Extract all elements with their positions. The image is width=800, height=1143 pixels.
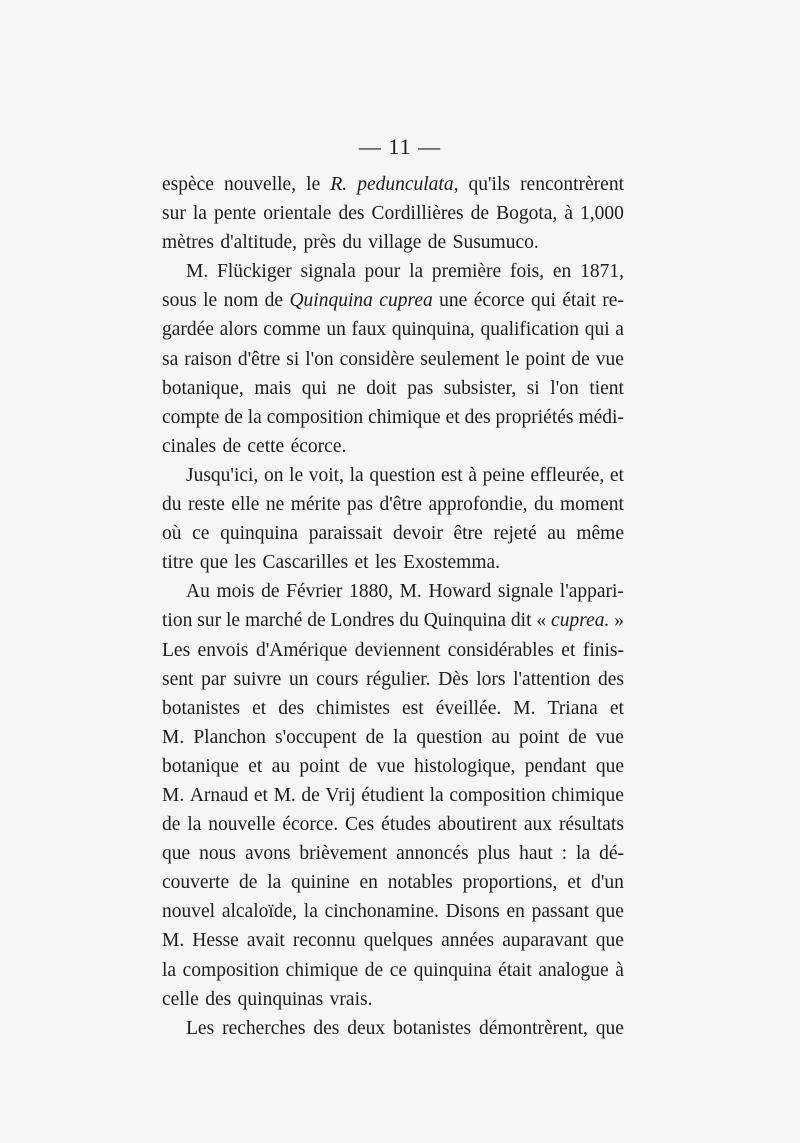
text-line (162, 606, 624, 635)
word: on (263, 464, 284, 486)
word: proportions, (462, 872, 558, 894)
word: rencontrèrent (520, 174, 624, 195)
word: ce (192, 523, 210, 545)
word: en (359, 872, 378, 894)
word: M. (162, 930, 185, 952)
word: pas (407, 377, 434, 399)
word: d'être (379, 494, 422, 516)
word: M. (162, 784, 185, 806)
word: faux (351, 319, 387, 341)
word: mois (216, 581, 255, 603)
word: gardée (162, 319, 214, 341)
word: reconnu (292, 930, 356, 952)
word: re- (602, 290, 624, 312)
word: résultats (558, 814, 624, 836)
word: auparavant (502, 930, 588, 952)
word: Dès (438, 668, 469, 690)
word: d'être (237, 348, 281, 370)
word: la (349, 464, 364, 486)
word: elle (231, 494, 260, 516)
word: cette (247, 435, 285, 457)
word: est (402, 697, 424, 719)
word: 1871, (580, 261, 624, 283)
word: approfondie, (428, 494, 528, 516)
word: aboutirent (437, 814, 517, 836)
word: années (441, 930, 495, 952)
text-line (162, 985, 624, 1014)
text-line (162, 286, 624, 315)
word: recherches (222, 1017, 306, 1039)
word: dit (510, 610, 532, 632)
word: du (399, 610, 419, 632)
word: Février (286, 581, 343, 603)
word: : (561, 843, 568, 865)
word: orientale (263, 203, 332, 225)
word: et (609, 697, 624, 719)
word: moment (560, 494, 624, 516)
word: M. (162, 726, 185, 748)
word: que (595, 901, 624, 923)
word: chimique (285, 959, 359, 981)
word: voit, (308, 464, 344, 486)
word: première (431, 261, 502, 283)
text-line (162, 228, 624, 257)
word: les (234, 552, 257, 574)
word: Les (186, 1017, 215, 1039)
word: M. (513, 697, 536, 719)
word: Ces (345, 814, 375, 836)
word: signala (300, 261, 356, 283)
word: subsister, (443, 377, 517, 399)
word: pas (347, 494, 374, 516)
word: des (597, 668, 624, 690)
word: du (534, 494, 554, 516)
word: a (615, 319, 624, 341)
word: était (562, 290, 596, 312)
word: de (568, 726, 587, 748)
word: la (162, 959, 177, 981)
word: de (470, 203, 490, 225)
word: pente (213, 203, 257, 225)
word: être (453, 523, 483, 545)
word: cours (316, 668, 359, 690)
word: Londres (330, 610, 395, 632)
text-line (162, 781, 624, 810)
word: vue (595, 726, 624, 748)
word: quelques (363, 930, 434, 952)
word: composition (182, 959, 280, 981)
word: la (267, 872, 282, 894)
word: marché (244, 610, 303, 632)
word: la (192, 203, 207, 225)
word: quinquina, (391, 319, 475, 341)
word: Cascarilles (262, 552, 349, 574)
word: propriétés (495, 406, 574, 428)
word: avons (244, 843, 291, 865)
word: quinine (291, 872, 350, 894)
word: était (498, 959, 532, 981)
word: de (261, 581, 280, 603)
text-line (162, 1014, 624, 1043)
word: rejeté (493, 523, 537, 545)
word: paraissait (308, 523, 383, 545)
word: le (505, 348, 520, 370)
word: si (286, 348, 300, 370)
text-line (162, 636, 624, 665)
word: Arnaud (189, 784, 249, 806)
word: du (342, 232, 362, 254)
word: le (225, 610, 241, 632)
word: botanique, (162, 377, 244, 399)
word: que (595, 755, 624, 777)
word: d'altitude, (220, 232, 298, 254)
word: annoncés (396, 843, 469, 865)
word: signale (497, 581, 554, 603)
word: ce (389, 959, 408, 981)
word: Vrij (325, 784, 356, 806)
word: la (429, 784, 444, 806)
word: mais (254, 377, 292, 399)
text-line (162, 170, 624, 199)
word: peine (482, 464, 525, 486)
word: ne (337, 377, 356, 399)
word: régulier. (366, 668, 431, 690)
word: dé- (599, 843, 624, 865)
text-line (162, 897, 624, 926)
word: chimique (551, 784, 624, 806)
word: mérite (290, 494, 341, 516)
word: qui (530, 290, 556, 312)
word: d'un (591, 872, 624, 894)
word: ne (265, 494, 285, 516)
word: et (354, 552, 369, 574)
word: point (525, 348, 566, 370)
text-line (162, 403, 624, 432)
word: de (348, 755, 368, 777)
word: un (289, 668, 309, 690)
word: à (615, 959, 624, 981)
word: composition (266, 406, 364, 428)
word: le (289, 464, 304, 486)
text-line (162, 752, 624, 781)
word: au (547, 523, 566, 545)
word: que (595, 930, 624, 952)
word: composition (449, 784, 546, 806)
text-line (162, 810, 624, 839)
word: en (552, 261, 572, 283)
word: au (491, 726, 510, 748)
word: botanistes (162, 697, 240, 719)
word: doit (366, 377, 397, 399)
word: nouvel (162, 901, 216, 923)
word: analogue (538, 959, 609, 981)
word: nouvelle (208, 814, 276, 836)
word: « (536, 610, 547, 632)
word: Triana (547, 697, 598, 719)
word: s'occupent (275, 726, 357, 748)
word: des (338, 203, 365, 225)
word: une (439, 290, 468, 312)
word: mètres (162, 232, 214, 254)
word: écorce. (290, 435, 347, 457)
word: sa (162, 348, 179, 370)
word: sur (197, 610, 222, 632)
word: des (278, 697, 305, 719)
word: histologique, (414, 755, 516, 777)
word: deux (347, 1017, 386, 1039)
word: qui (301, 377, 327, 399)
word: considérables (447, 639, 554, 661)
word: Quinquina (423, 610, 507, 632)
word: du (162, 494, 182, 516)
word: par (201, 668, 226, 690)
word: suivre (233, 668, 282, 690)
word: et (609, 464, 624, 486)
page-number: — 11 — (358, 134, 442, 159)
word: un (326, 319, 346, 341)
text-line (162, 956, 624, 985)
word: et (252, 697, 267, 719)
word: finis- (582, 639, 624, 661)
word: en (506, 901, 525, 923)
word: démontrèrent, (479, 1017, 588, 1039)
word: chimique (368, 406, 441, 428)
word: pour (364, 261, 401, 283)
word: envois (197, 639, 249, 661)
word: haut (519, 843, 553, 865)
word: espèce (162, 174, 214, 195)
word: sur (162, 203, 186, 225)
word: de (162, 814, 181, 836)
word: et (561, 639, 576, 661)
word: Cordillières (371, 203, 464, 225)
word: Flückiger (217, 261, 292, 283)
word: 1880, (349, 581, 393, 603)
word: des (205, 988, 232, 1010)
word: Quinquina (289, 290, 373, 312)
word: et (248, 755, 263, 777)
word: reste (187, 494, 225, 516)
word: de (224, 406, 243, 428)
word: près (303, 232, 336, 254)
text-line (162, 665, 624, 694)
word: de (264, 290, 284, 312)
word: effleurée, (530, 464, 605, 486)
word: pedunculata, (357, 174, 459, 195)
text-line (162, 345, 624, 374)
word: sous (162, 290, 197, 312)
word: cinchonamine. (324, 901, 439, 923)
word: qu'ils (468, 174, 510, 195)
word: R. (330, 174, 348, 195)
word: qualification (480, 319, 579, 341)
word: cuprea (379, 290, 433, 312)
word: le (306, 174, 321, 195)
word: question (416, 726, 483, 748)
word: études (381, 814, 431, 836)
word: la (187, 814, 202, 836)
word: et (253, 784, 268, 806)
word: que (199, 552, 228, 574)
word: vue (595, 348, 624, 370)
word: est (441, 464, 463, 486)
word: éveillée. (435, 697, 502, 719)
word: passant (531, 901, 590, 923)
text-line (162, 868, 624, 897)
word: botanistes (393, 1017, 472, 1039)
text-line (162, 432, 624, 461)
word: Howard (428, 581, 492, 603)
word: alcaloïde, (221, 901, 298, 923)
word: village (368, 232, 422, 254)
word: la (393, 726, 408, 748)
word: considère (339, 348, 415, 370)
word: avait (246, 930, 285, 952)
word: Jusqu'ici, (186, 464, 259, 486)
word: chimistes (316, 697, 390, 719)
body-text (162, 170, 624, 1043)
word: » (614, 610, 624, 632)
word: cuprea. (551, 610, 610, 632)
word: la (576, 843, 591, 865)
word: que (162, 843, 191, 865)
word: nom (223, 290, 259, 312)
word: cinales (162, 435, 217, 457)
word: Exostemma. (403, 552, 501, 574)
word: les (374, 552, 397, 574)
word: lors (476, 668, 506, 690)
word: comme (263, 319, 321, 341)
word: quinquina (220, 523, 299, 545)
word: sent (162, 668, 194, 690)
word: des (464, 406, 491, 428)
word: question (369, 464, 436, 486)
word: à (564, 203, 573, 225)
word: quinquinas (237, 988, 324, 1010)
word: même (576, 523, 624, 545)
word: fois, (510, 261, 545, 283)
word: aux (523, 814, 553, 836)
word: M. (186, 261, 209, 283)
word: brièvement (299, 843, 388, 865)
word: à (468, 464, 477, 486)
word: si (526, 377, 540, 399)
word: nouvelle, (224, 174, 297, 195)
word: d'Amérique (255, 639, 348, 661)
word: médi- (578, 406, 624, 428)
text-line (162, 694, 624, 723)
word: Les (162, 639, 191, 661)
word: tion (162, 610, 193, 632)
text-line (162, 839, 624, 868)
word: notables (387, 872, 453, 894)
word: la (303, 901, 318, 923)
word: de (365, 726, 385, 748)
text-line (162, 548, 624, 577)
word: de (222, 435, 241, 457)
word: M. (273, 784, 296, 806)
word: compte (162, 406, 220, 428)
word: titre (162, 552, 194, 574)
word: vue (376, 755, 405, 777)
word: Susumuco. (452, 232, 539, 254)
word: la (409, 261, 424, 283)
word: de (238, 872, 258, 894)
word: écorce. (282, 814, 339, 836)
word: alors (219, 319, 258, 341)
text-line (162, 374, 624, 403)
word: celle (162, 988, 199, 1010)
word: de (571, 348, 590, 370)
text-line (162, 577, 624, 606)
word: point (299, 755, 340, 777)
text-line (162, 315, 624, 344)
word: que (595, 1017, 624, 1039)
word: écorce (473, 290, 525, 312)
word: des (313, 1017, 340, 1039)
word: et (567, 872, 582, 894)
word: botanique (162, 755, 239, 777)
word: et (445, 406, 460, 428)
word: vrais. (329, 988, 373, 1010)
text-line (162, 490, 624, 519)
word: quinquina (413, 959, 492, 981)
word: Planchon (193, 726, 266, 748)
word: la (247, 406, 262, 428)
text-line (162, 257, 624, 286)
word: M. (399, 581, 422, 603)
word: Bogota, (496, 203, 558, 225)
word: de (301, 784, 320, 806)
word: Hesse (192, 930, 239, 952)
word: point (519, 726, 560, 748)
word: qui (584, 319, 610, 341)
word: plus (477, 843, 511, 865)
word: pendant (524, 755, 587, 777)
word: nous (199, 843, 236, 865)
word: l'on (305, 348, 334, 370)
word: 1,000 (580, 203, 624, 225)
word: où (162, 523, 182, 545)
text-line (162, 723, 624, 752)
word: Disons (445, 901, 500, 923)
word: l'appari- (559, 581, 624, 603)
word: l'on (550, 377, 579, 399)
word: couverte (162, 872, 230, 894)
text-line (162, 199, 624, 228)
word: au (271, 755, 291, 777)
word: de (364, 959, 384, 981)
word: de (427, 232, 447, 254)
word: seulement (420, 348, 500, 370)
text-line (162, 461, 624, 490)
word: le (203, 290, 218, 312)
word: devoir (393, 523, 443, 545)
word: tient (589, 377, 624, 399)
word: deviennent (354, 639, 441, 661)
text-line (162, 519, 624, 548)
text-line (162, 926, 624, 955)
word: l'attention (513, 668, 591, 690)
word: étudient (361, 784, 425, 806)
word: raison (184, 348, 232, 370)
word: Au (186, 581, 210, 603)
word: de (307, 610, 326, 632)
